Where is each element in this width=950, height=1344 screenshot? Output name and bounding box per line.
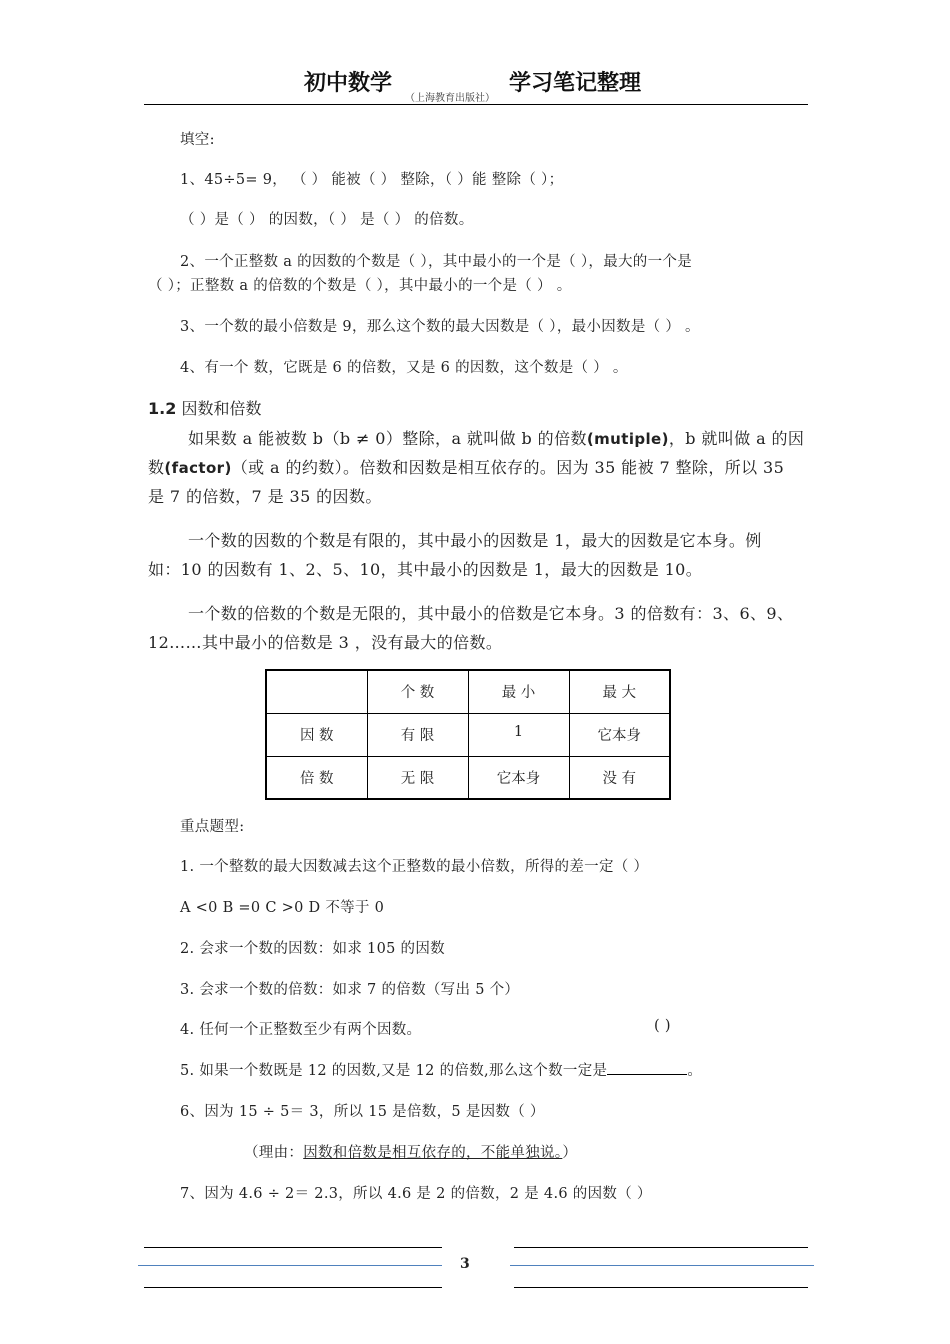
para3-line2: 12……其中最小的倍数是 3 ，没有最大的倍数。: [148, 633, 503, 652]
header-title-left: 初中数学: [304, 71, 393, 96]
fill-in-heading: 填空:: [180, 132, 215, 148]
table-cell: 个 数: [367, 670, 468, 713]
table-cell: 因 数: [266, 713, 367, 756]
para1-line2-b: （或 a 的约数）。倍数和因数是相互依存的。因为 35 能被 7 整除，所以 35: [231, 458, 785, 477]
key-q6-reason-open: （理由：: [244, 1145, 304, 1161]
key-q1: 1. 一个整数的最大因数减去这个正整数的最小倍数，所得的差一定（ ）: [180, 859, 649, 875]
table-cell: 1: [468, 713, 569, 756]
para1-line1: [188, 426, 804, 449]
fill-in-q2-line1: 2、一个正整数 a 的因数的个数是（ ），其中最小的一个是（ ），最大的一个是: [180, 254, 693, 270]
header-title-right: 学习笔记整理: [509, 71, 642, 96]
footer-rule-right-top: [514, 1247, 808, 1248]
fill-in-q3: 3、一个数的最小倍数是 9，那么这个数的最大因数是（ ），最小因数是（ ） 。: [180, 319, 700, 335]
fill-in-q1-line1: 1、45÷5= 9， （ ） 能被（ ） 整除，（ ）能 整除（ ）；: [180, 172, 564, 188]
table-cell: 没 有: [569, 756, 670, 799]
section-title: 因数和倍数: [181, 399, 262, 418]
key-q6: 6、因为 15 ÷ 5＝ 3，所以 15 是倍数，5 是因数（ ）: [180, 1104, 545, 1120]
para1-line2-a: 数: [148, 458, 165, 477]
key-q5-text: 5. 如果一个数既是 12 的因数,又是 12 的倍数,那么这个数一定是: [180, 1063, 608, 1079]
para1-line1-b: ，b 就叫做 a 的因: [668, 429, 805, 448]
table-cell: 它本身: [569, 713, 670, 756]
footer-rule-left-top: [144, 1247, 442, 1248]
para2-line2: 如：10 的因数有 1、2、5、10，其中最小的因数是 1，最大的因数是 10。: [148, 560, 703, 579]
key-q6-reason: [244, 1141, 577, 1162]
table-cell: 有 限: [367, 713, 468, 756]
table-cell: [266, 670, 367, 713]
fill-in-q4: 4、有一个 数，它既是 6 的倍数，又是 6 的因数，这个数是（ ） 。: [180, 360, 628, 376]
key-types-heading: 重点题型:: [180, 819, 245, 835]
para1-line1-a: 如果数 a 能被数 b（b ≠ 0）整除，a 就叫做 b 的倍数: [188, 429, 587, 448]
key-q5: [180, 1059, 702, 1080]
answer-blank: [607, 1060, 687, 1075]
para2-line1: 一个数的因数的个数是有限的，其中最小的因数是 1，最大的因数是它本身。例: [188, 531, 762, 550]
section-heading: [148, 396, 261, 419]
term-multiple: (mutiple): [586, 430, 669, 448]
fill-in-q1-line2: （ ）是（ ） 的因数，（ ） 是（ ） 的倍数。: [180, 212, 474, 228]
footer-rule-left-blue: [138, 1265, 442, 1266]
header-publisher: （上海教育出版社）: [405, 93, 495, 104]
factor-multiple-table: [265, 669, 671, 800]
table-cell: 最 大: [569, 670, 670, 713]
key-q1-options: A <0 B =0 C >0 D 不等于 0: [180, 900, 385, 916]
key-q6-reason-text: 因数和倍数是相互依存的，不能单独说。: [303, 1145, 563, 1161]
footer-rule-right-blue: [510, 1265, 814, 1266]
fill-in-q2-line2: （ ）；正整数 a 的倍数的个数是（ ），其中最小的一个是（ ） 。: [148, 278, 572, 294]
table-cell: 最 小: [468, 670, 569, 713]
section-number: 1.2: [148, 399, 177, 418]
key-q6-reason-close: ）: [562, 1145, 578, 1161]
table-cell: 它本身: [468, 756, 569, 799]
key-q2: 2. 会求一个数的因数：如求 105 的因数: [180, 941, 445, 957]
para1-line3: 是 7 的倍数，7 是 35 的因数。: [148, 487, 382, 506]
footer-rule-left-bottom: [144, 1287, 442, 1288]
header-rule: [144, 104, 808, 105]
table-row: [266, 713, 670, 756]
para1-line2: [148, 455, 784, 478]
page-number: 3: [460, 1256, 470, 1272]
key-q5-end: 。: [687, 1063, 703, 1079]
key-q7: 7、因为 4.6 ÷ 2＝ 2.3，所以 4.6 是 2 的倍数，2 是 4.6 的因数（ ）: [180, 1186, 652, 1202]
key-q3: 3. 会求一个数的倍数：如求 7 的倍数（写出 5 个）: [180, 982, 520, 998]
table-row: [266, 756, 670, 799]
term-factor: (factor): [164, 459, 232, 477]
para3-line1: 一个数的倍数的个数是无限的，其中最小的倍数是它本身。3 的倍数有：3、6、9、: [188, 604, 794, 623]
key-q4-answer-paren: ( ): [654, 1018, 671, 1034]
footer-rule-right-bottom: [514, 1287, 808, 1288]
key-q4: 4. 任何一个正整数至少有两个因数。: [180, 1022, 422, 1038]
table-cell: 无 限: [367, 756, 468, 799]
table-header-row: [266, 670, 670, 713]
table-cell: 倍 数: [266, 756, 367, 799]
